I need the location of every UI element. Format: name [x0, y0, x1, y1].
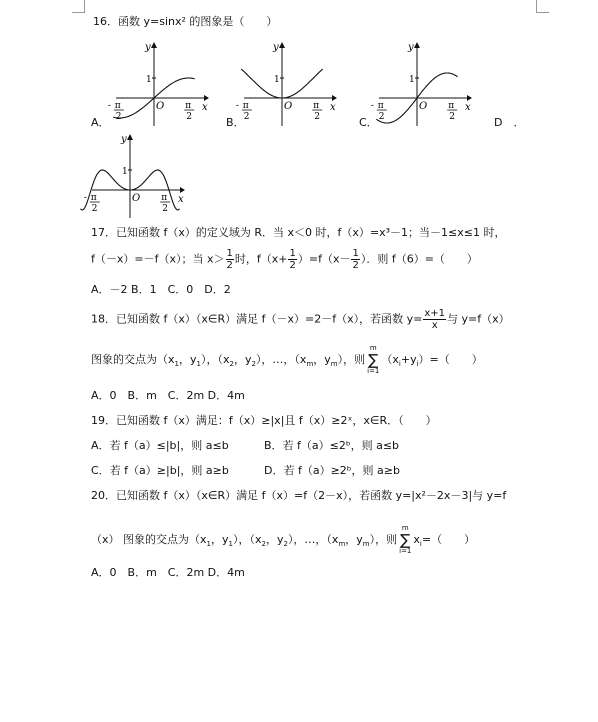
- q17-line2-b: 时，f（x+: [234, 252, 288, 266]
- q16-option-d: D ．: [494, 116, 525, 129]
- q19-option-b: B．若 f（a）≤2ᵇ，则 a≤b: [264, 439, 400, 452]
- q20-seg: ），（x: [232, 533, 262, 546]
- q16-graph-c: [370, 36, 475, 128]
- sum-sigma: ∑: [400, 531, 411, 549]
- frac-numerator: 1: [226, 248, 233, 259]
- q18-seg: ，y: [233, 353, 252, 366]
- sub: 2: [283, 540, 288, 549]
- sum-upper: m: [369, 344, 377, 352]
- x-axis-arrow: [332, 95, 337, 101]
- y-axis-arrow: [127, 134, 133, 140]
- tick-two: 2: [243, 112, 250, 122]
- tick-two: 2: [186, 112, 192, 122]
- q16-option-c: C．: [359, 116, 378, 129]
- q20-line2: [91, 524, 475, 556]
- q17-frac-half-2: [288, 248, 296, 271]
- tick-two: 2: [115, 112, 122, 122]
- sub: 1: [196, 360, 201, 369]
- q18-seg: 图象的交点为（x: [91, 353, 175, 366]
- q18-seg: ），…，（x: [255, 353, 307, 366]
- q16-option-b: B．: [226, 116, 245, 129]
- q18-seg: （x: [381, 353, 399, 366]
- frac-denominator: 2: [289, 260, 296, 271]
- q16-graph-b: [235, 36, 340, 128]
- q18-line1: [91, 308, 510, 331]
- sub: m: [362, 540, 370, 549]
- q18-seg: ），则: [337, 353, 366, 366]
- q19-option-a: A．若 f（a）≤|b|，则 a≤b: [91, 439, 229, 452]
- y-axis-label: y: [408, 42, 414, 53]
- tick-label-one: 1: [409, 75, 415, 85]
- q19-option-d: D．若 f（a）≥2ᵇ，则 a≥b: [264, 464, 400, 477]
- q18-seg: ，y: [178, 353, 197, 366]
- q17-options: A．－2 B．1 C．0 D．2: [91, 283, 231, 296]
- tick-pi: π: [90, 193, 97, 203]
- q18-line1-a: 18．已知函数 f（x）（x∈R）满足 f（－x）=2－f（x），若函数 y=: [91, 312, 423, 326]
- q18-line1-b: 与 y=f（x）: [446, 312, 510, 326]
- tick-sign: -: [370, 101, 374, 111]
- tick-sign: -: [83, 193, 87, 203]
- q20-seg: ），…，（x: [287, 533, 339, 546]
- sub: m: [306, 360, 314, 369]
- tick-pi: π: [448, 101, 455, 111]
- q18-seg: ），（x: [200, 353, 230, 366]
- tick-two: 2: [314, 112, 320, 122]
- q17-line2-a: f（－x）=－f（x）；当 x＞: [91, 252, 225, 266]
- sub: 1: [228, 540, 233, 549]
- x-axis-label: x: [330, 102, 336, 113]
- tick-pi: π: [242, 101, 249, 111]
- sum-sigma: ∑: [368, 351, 379, 369]
- q20-seg: ，y: [210, 533, 229, 546]
- tick-label-one: 1: [122, 167, 128, 177]
- q17-frac-half-3: [351, 248, 359, 271]
- tick-pi: π: [185, 101, 192, 111]
- q17-line2: [91, 248, 478, 271]
- sub: 2: [261, 540, 266, 549]
- q17-line2-d: ）．则 f（6）=（ ）: [360, 252, 478, 266]
- q17-line2-c: ）=f（x－: [297, 252, 351, 266]
- origin-label: O: [156, 101, 165, 112]
- q19-option-c: C．若 f（a）≥|b|，则 a≥b: [91, 464, 229, 477]
- q18-seg: ）=（ ）: [418, 353, 483, 366]
- q19-stem: 19．已知函数 f（x）满足：f（x）≥|x|且 f（x）≥2ˣ，x∈R．（ ）: [91, 414, 437, 427]
- frac-denominator: 2: [352, 260, 359, 271]
- sum-upper: m: [401, 524, 409, 532]
- q16-graph-d: [83, 128, 188, 220]
- y-axis-label: y: [145, 42, 151, 53]
- y-axis-label: y: [121, 134, 127, 145]
- tick-label-one: 1: [146, 75, 152, 85]
- q17-line1: 17．已知函数 f（x）的定义域为 R．当 x＜0 时，f（x）=x³－1；当－1≤x≤1 时，: [91, 226, 506, 239]
- q16-stem: 16．函数 y=sinx² 的图象是（ ）: [93, 15, 278, 28]
- x-axis-arrow: [204, 95, 209, 101]
- x-axis-label: x: [202, 102, 208, 113]
- tick-pi: π: [114, 101, 121, 111]
- tick-two: 2: [162, 204, 168, 214]
- page-corner-mark-right: [536, 0, 549, 13]
- sub: m: [338, 540, 346, 549]
- tick-pi: π: [377, 101, 384, 111]
- sub: i: [416, 360, 419, 369]
- tick-sign: -: [107, 101, 111, 111]
- sub: m: [330, 360, 338, 369]
- q18-summation: [367, 344, 379, 376]
- q18-line2: [91, 344, 483, 376]
- x-axis-arrow: [467, 95, 472, 101]
- frac-numerator: 1: [289, 248, 296, 259]
- sub: 1: [174, 360, 179, 369]
- y-axis-label: y: [273, 42, 279, 53]
- sub: 2: [251, 360, 256, 369]
- tick-sign: -: [235, 101, 239, 111]
- y-axis-arrow: [279, 42, 285, 48]
- x-axis-label: x: [465, 102, 471, 113]
- q18-seg: ，y: [313, 353, 331, 366]
- q16-graph-a: [107, 36, 212, 128]
- frac-numerator: x+1: [424, 308, 445, 319]
- q18-frac: [423, 308, 446, 331]
- frac-denominator: x: [431, 320, 438, 331]
- sum-lower: i=1: [399, 547, 412, 555]
- q20-seg: ，y: [345, 533, 363, 546]
- sum-lower: i=1: [367, 367, 380, 375]
- origin-label: O: [132, 193, 141, 204]
- q16-option-a: A．: [91, 116, 110, 129]
- q20-options: A．0 B．m C．2m D．4m: [91, 566, 245, 579]
- q18-options: A．0 B．m C．2m D．4m: [91, 389, 245, 402]
- q20-seg: x: [413, 533, 420, 546]
- tick-label-one: 1: [274, 75, 280, 85]
- tick-two: 2: [378, 112, 385, 122]
- tick-two: 2: [449, 112, 455, 122]
- q20-seg: （x） 图象的交点为（x: [91, 533, 207, 546]
- q18-seg: +y: [400, 353, 417, 366]
- q20-seg: ，y: [265, 533, 284, 546]
- origin-label: O: [284, 101, 293, 112]
- sub: i: [419, 540, 422, 549]
- y-axis-arrow: [151, 42, 157, 48]
- q20-summation: [399, 524, 411, 556]
- q20-seg: ），则: [369, 533, 398, 546]
- sub: 2: [229, 360, 234, 369]
- x-axis-arrow: [180, 187, 185, 193]
- origin-label: O: [419, 101, 428, 112]
- x-axis-label: x: [178, 194, 184, 205]
- tick-pi: π: [161, 193, 168, 203]
- q20-seg: =（ ）: [421, 533, 476, 546]
- frac-denominator: 2: [226, 260, 233, 271]
- q20-line1: 20．已知函数 f（x）（x∈R）满足 f（x）=f（2－x），若函数 y=|x²－2x－3|与 y=f: [91, 489, 507, 502]
- sub: 1: [206, 540, 211, 549]
- q17-frac-half-1: [226, 248, 234, 271]
- sub: i: [398, 360, 401, 369]
- frac-numerator: 1: [352, 248, 359, 259]
- page-corner-mark-left: [72, 0, 85, 13]
- tick-pi: π: [313, 101, 320, 111]
- tick-two: 2: [91, 204, 98, 214]
- y-axis-arrow: [414, 42, 420, 48]
